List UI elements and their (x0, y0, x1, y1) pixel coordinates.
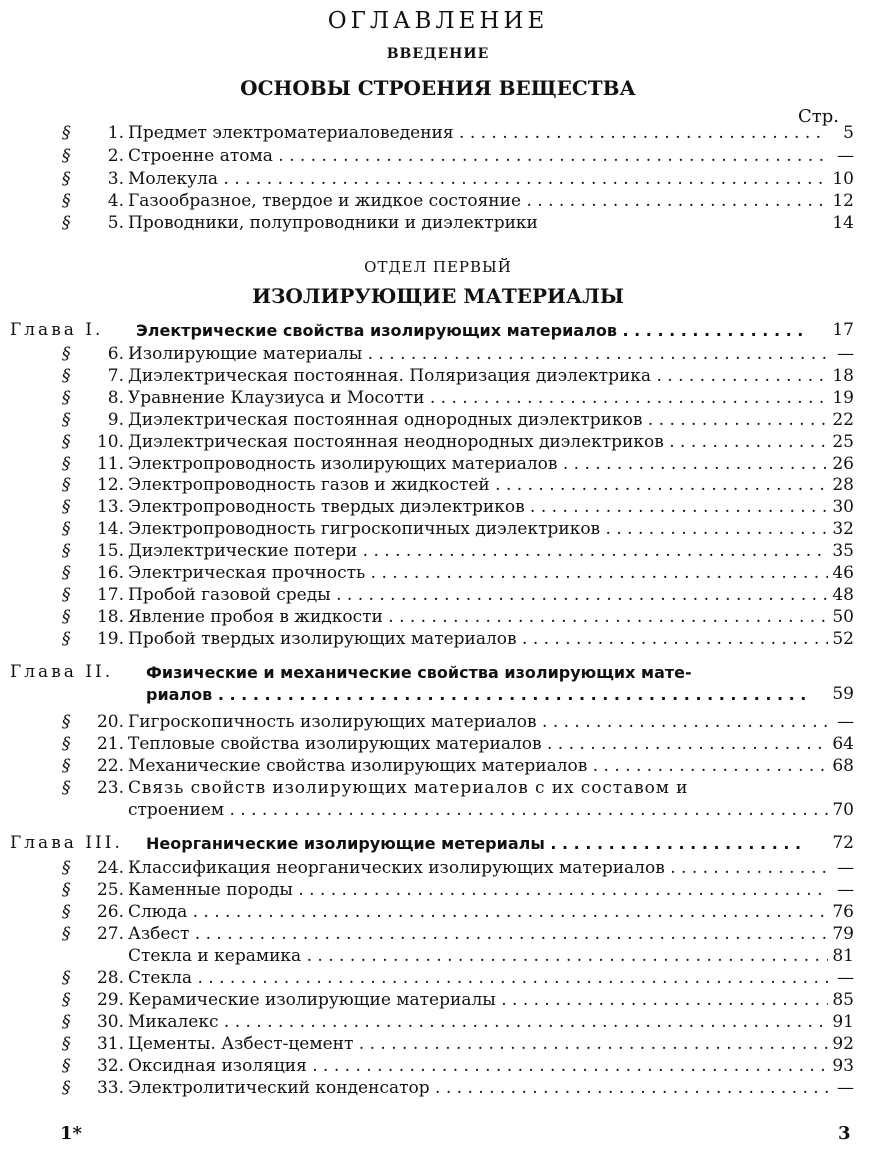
entry-page: 68 (832, 756, 854, 776)
entry-text: Изолирующие материалы . . . (128, 344, 828, 365)
entry-number: 10. (96, 431, 124, 452)
section-symbol: § (62, 880, 71, 900)
entry-text: Цементы. Азбест-цемент . . . (128, 1034, 828, 1055)
chapter-page: 59 (832, 684, 854, 704)
toc-entry (62, 734, 854, 755)
toc-entry (62, 902, 854, 923)
section-symbol: § (62, 344, 71, 364)
entry-text-line1: Связь свойств изолирующих материалов с их составом и (128, 778, 689, 798)
section-symbol: § (62, 431, 71, 452)
toc-entry (62, 924, 854, 945)
entry-text: Электропроводность газов и жидкостей . . . (128, 475, 828, 496)
entry-number: 2. (107, 146, 124, 166)
toc-entry (62, 191, 854, 212)
entry-page: 64 (832, 734, 854, 754)
toc-entry (62, 410, 854, 431)
toc-entry (62, 712, 854, 733)
entry-page: — (837, 968, 854, 988)
section-symbol: § (62, 924, 71, 944)
section-symbol: § (62, 1078, 71, 1098)
entry-text: Азбест . . . (128, 924, 828, 945)
toc-entry (62, 629, 854, 650)
toc-entry (62, 946, 854, 967)
entry-page: 85 (832, 990, 854, 1010)
entry-text: Строенне атома . . . (128, 146, 828, 167)
entry-number: 30. (96, 1012, 124, 1032)
toc-entry (62, 1056, 854, 1077)
entry-text: Диэлектрическая постоянная однородных диэлектриков . . . (128, 410, 828, 431)
entry-text: Пробой твердых изолирующих материалов . . . (128, 629, 828, 650)
toc-entry (62, 388, 854, 409)
section-symbol: § (62, 146, 71, 166)
entry-page: 70 (832, 800, 854, 820)
entry-page: 25 (832, 431, 854, 452)
entry-number: 4. (107, 191, 124, 211)
entry-number: 27. (96, 924, 124, 944)
entry-page: 18 (832, 365, 854, 386)
entry-text: Электропроводность гигроскопичных диэлектриков . . . (128, 519, 828, 540)
toc-entry (62, 1078, 854, 1099)
entry-text: Механические свойства изолирующих материалов . . . (128, 756, 828, 777)
entry-number: 32. (96, 1056, 124, 1076)
entry-number: 31. (96, 1034, 124, 1054)
entry-page: — (837, 712, 854, 732)
entry-page: 91 (832, 1012, 854, 1032)
signature-mark: 1* (60, 1123, 82, 1144)
toc-entry (62, 432, 854, 453)
entry-text: Стекла и керамика . . . (128, 946, 828, 967)
entry-page: 12 (832, 191, 854, 211)
entry-number: 13. (96, 497, 124, 518)
section-symbol: § (62, 606, 71, 627)
section-symbol: § (62, 1056, 71, 1076)
section-symbol: § (62, 563, 71, 583)
entry-page: 14 (832, 213, 854, 233)
toc-entry (62, 990, 854, 1011)
entry-number: 21. (96, 734, 124, 754)
section-title: ИЗОЛИРУЮЩИЕ МАТЕРИАЛЫ (252, 284, 624, 308)
entry-text: Молекула . . . (128, 169, 828, 190)
entry-page: 79 (832, 924, 854, 944)
section-symbol: § (62, 778, 71, 798)
entry-text: Оксидная изоляция . . . (128, 1056, 828, 1077)
entry-text: Предмет электроматериаловедения . . . (128, 123, 828, 144)
entry-number: 9. (107, 409, 124, 430)
section-symbol: § (62, 734, 71, 754)
page-column-label: Стр. (798, 106, 839, 127)
chapter-heading (10, 662, 854, 683)
entry-number: 18. (96, 606, 124, 627)
intro-title: ОСНОВЫ СТРОЕНИЯ ВЕЩЕСТВА (240, 76, 636, 100)
toc-entry-cont (62, 800, 854, 821)
toc-entry (62, 607, 854, 628)
entry-number: 28. (96, 968, 124, 988)
entry-text: Диэлектрическая постоянная. Поляризация диэлектрика . . . (128, 366, 828, 387)
entry-number: 33. (96, 1078, 124, 1098)
section-symbol: § (62, 1012, 71, 1032)
entry-page: 30 (832, 497, 854, 518)
chapter-title-line2: риалов . . . (146, 684, 808, 705)
entry-text: Тепловые свойства изолирующих материалов . . . (128, 734, 828, 755)
entry-text: Электропроводность изолирующих материалов . . . (128, 454, 828, 475)
entry-number: 6. (107, 344, 124, 364)
page-number: 3 (838, 1123, 851, 1144)
toc-entry (62, 475, 854, 496)
entry-page: — (837, 1078, 854, 1098)
section-symbol: § (62, 628, 71, 649)
toc-entry (62, 344, 854, 365)
entry-page: — (837, 880, 854, 900)
chapter-title-line1: Физические и механические свойства изолирующих мате- (146, 663, 692, 682)
entry-text: Классификация неорганических изолирующих материалов . . . (128, 858, 828, 879)
entry-number: 12. (96, 475, 124, 496)
entry-number: 29. (96, 990, 124, 1010)
toc-title: ОГЛАВЛЕНИЕ (327, 8, 549, 34)
toc-entry (62, 1034, 854, 1055)
entry-number: 25. (96, 880, 124, 900)
entry-text: Слюда . . . (128, 902, 828, 923)
toc-entry (62, 146, 854, 167)
toc-entry (62, 563, 854, 584)
toc-entry (62, 756, 854, 777)
entry-page: 52 (832, 628, 854, 649)
toc-entry (62, 880, 854, 901)
entry-text: Диэлектрические потери . . . (128, 541, 828, 562)
entry-page: — (837, 858, 854, 878)
entry-page: 22 (832, 409, 854, 430)
entry-number: 23. (96, 778, 124, 798)
chapter-page: 17 (832, 320, 854, 340)
entry-number: 16. (96, 563, 124, 583)
entry-text: Электролитический конденсатор . . . (128, 1078, 828, 1099)
entry-number: 22. (96, 756, 124, 776)
entry-page: 81 (832, 946, 854, 966)
toc-entry (62, 1012, 854, 1033)
toc-entry (62, 585, 854, 606)
entry-page: 48 (832, 584, 854, 605)
toc-entry (62, 858, 854, 879)
entry-number: 8. (107, 387, 124, 408)
entry-number: 14. (96, 519, 124, 540)
section-symbol: § (62, 858, 71, 878)
entry-text: Явление пробоя в жидкости . . . (128, 607, 828, 628)
intro-heading: ВВЕДЕНИЕ (386, 46, 490, 62)
entry-text: Электропроводность твердых диэлектриков . . . (128, 497, 828, 518)
entry-page: 28 (832, 475, 854, 496)
chapter-heading (10, 320, 854, 341)
chapter-label: Глава III. (10, 833, 123, 853)
toc-entry (62, 778, 854, 799)
entry-page: 93 (832, 1056, 854, 1076)
chapter-title: Электрические свойства изолирующих материалов . . . (136, 320, 808, 341)
entry-text: Пробой газовой среды . . . (128, 585, 828, 606)
toc-entry (62, 169, 854, 190)
entry-text: Проводники, полупроводники и диэлектрики (128, 213, 538, 233)
entry-text: Уравнение Клаузиуса и Мосотти . . . (128, 388, 828, 409)
entry-number: 1. (107, 123, 124, 143)
section-symbol: § (62, 990, 71, 1010)
section-symbol: § (62, 365, 71, 386)
entry-text: Микалекс . . . (128, 1012, 828, 1033)
toc-entry (62, 541, 854, 562)
entry-page: 5 (843, 123, 854, 143)
section-symbol: § (62, 453, 71, 474)
entry-number: 24. (96, 858, 124, 878)
toc-entry (62, 213, 854, 234)
chapter-title: Неорганические изолирующие метериалы . . . (146, 833, 808, 854)
entry-number: 11. (96, 453, 124, 474)
section-symbol: § (62, 756, 71, 776)
entry-page: 46 (832, 563, 854, 583)
entry-page: 10 (832, 169, 854, 189)
section-symbol: § (62, 902, 71, 922)
entry-text: Гигроскопичность изолирующих материалов . . . (128, 712, 828, 733)
section-label: ОТДЕЛ ПЕРВЫЙ (364, 258, 512, 276)
entry-page: 92 (832, 1034, 854, 1054)
section-symbol: § (62, 409, 71, 430)
entry-number: 3. (107, 169, 124, 189)
section-symbol: § (62, 519, 71, 540)
entry-text: Электрическая прочность . . . (128, 563, 828, 584)
entry-page: — (837, 344, 854, 364)
entry-page: 76 (832, 902, 854, 922)
section-symbol: § (62, 169, 71, 189)
chapter-heading-cont (10, 684, 854, 705)
section-symbol: § (62, 191, 71, 211)
section-symbol: § (62, 497, 71, 518)
entry-number: 20. (96, 712, 124, 732)
entry-number: 15. (96, 541, 124, 562)
entry-page: 35 (832, 541, 854, 562)
toc-entry (62, 497, 854, 518)
entry-number: 7. (107, 365, 124, 386)
entry-number: 17. (96, 584, 124, 605)
entry-number: 5. (107, 213, 124, 233)
toc-entry (62, 454, 854, 475)
section-symbol: § (62, 123, 71, 143)
entry-text: Газообразное, твердое и жидкое состояние . . . (128, 191, 828, 212)
section-symbol: § (62, 712, 71, 732)
toc-entry (62, 968, 854, 989)
entry-text: Каменные породы . . . (128, 880, 828, 901)
section-symbol: § (62, 584, 71, 605)
chapter-label: Глава II. (10, 662, 114, 682)
entry-page: — (837, 146, 854, 166)
entry-page: 19 (832, 387, 854, 408)
chapter-label: Глава I. (10, 320, 104, 340)
entry-text: Керамические изолирующие материалы . . . (128, 990, 828, 1011)
section-symbol: § (62, 213, 71, 233)
entry-page: 26 (832, 453, 854, 474)
entry-text: Диэлектрическая постоянная неоднородных диэлектриков . . . (128, 432, 828, 453)
section-symbol: § (62, 541, 71, 562)
section-symbol: § (62, 387, 71, 408)
entry-page: 50 (832, 606, 854, 627)
entry-text: Стекла . . . (128, 968, 828, 989)
chapter-page: 72 (832, 833, 854, 853)
section-symbol: § (62, 968, 71, 988)
entry-number: 19. (96, 628, 124, 649)
chapter-heading (10, 833, 854, 854)
toc-entry (62, 519, 854, 540)
entry-number: 26. (96, 902, 124, 922)
section-symbol: § (62, 1034, 71, 1054)
toc-entry (62, 123, 854, 144)
entry-page: 32 (832, 519, 854, 540)
section-symbol: § (62, 475, 71, 496)
toc-entry (62, 366, 854, 387)
entry-text-line2: строением . . . (128, 800, 828, 821)
